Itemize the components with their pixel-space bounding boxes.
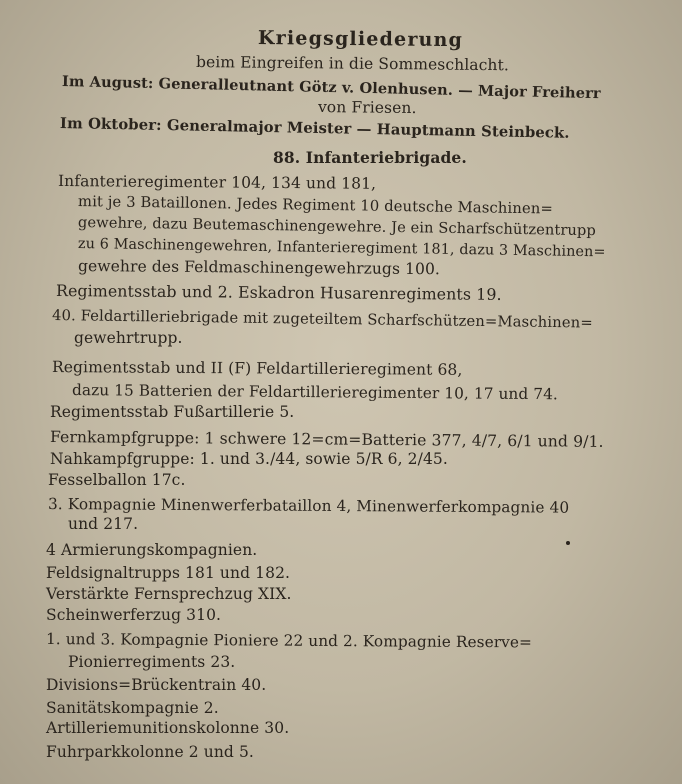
list-item: Regimentsstab Fußartillerie 5. bbox=[50, 403, 295, 421]
list-item: Regimentsstab und II (F) Feldartillerieregiment 68, bbox=[51, 358, 463, 379]
list-item: Scheinwerferzug 310. bbox=[46, 606, 222, 624]
list-item: Fuhrparkkolonne 2 und 5. bbox=[46, 743, 254, 761]
list-item: zu 6 Maschinengewehren, Infanterieregiment 181, dazu 3 Maschinen= bbox=[77, 236, 606, 261]
page-title: Kriegsgliederung bbox=[257, 27, 464, 52]
list-item: Fernkampfgruppe: 1 schwere 12=cm=Batterie 377, 4/7, 6/1 und 9/1. bbox=[49, 428, 604, 451]
ink-speck bbox=[566, 541, 570, 545]
august-line-2: von Friesen. bbox=[317, 98, 417, 118]
list-item: Fesselballon 17c. bbox=[48, 471, 186, 489]
list-item: 1. und 3. Kompagnie Pioniere 22 und 2. Kompagnie Reserve= bbox=[45, 630, 533, 652]
list-item: Infanterieregimenter 104, 134 und 181, bbox=[57, 172, 377, 193]
list-item: gewehre des Feldmaschinengewehrzugs 100. bbox=[77, 257, 441, 279]
list-item: Artilleriemunitionskolonne 30. bbox=[46, 719, 290, 737]
list-item: dazu 15 Batterien der Feldartillerieregimenter 10, 17 und 74. bbox=[71, 381, 558, 404]
list-item: 4 Armierungskompagnien. bbox=[46, 541, 258, 559]
list-item: Verstärkte Fernsprechzug XIX. bbox=[46, 585, 292, 603]
list-item: mit je 3 Bataillonen. Jedes Regiment 10 deutsche Maschinen= bbox=[77, 193, 554, 218]
list-item: Feldsignaltrupps 181 und 182. bbox=[46, 564, 291, 582]
list-item: Regimentsstab und 2. Eskadron Husarenregiments 19. bbox=[55, 281, 502, 304]
brigade-heading: 88. Infanteriebrigade. bbox=[273, 148, 467, 167]
list-item: gewehre, dazu Beutemaschinengewehre. Je ein Scharfschützentrupp bbox=[77, 214, 596, 240]
list-item: Sanitätskompagnie 2. bbox=[46, 699, 219, 717]
list-item: Nahkampfgruppe: 1. und 3./44, sowie 5/R 6, 2/45. bbox=[50, 450, 448, 468]
oktober-line: Im Oktober: Generalmajor Meister — Hauptmann Steinbeck. bbox=[59, 115, 570, 142]
list-item: und 217. bbox=[68, 515, 139, 533]
list-item: Pionierregiments 23. bbox=[68, 653, 236, 671]
list-item: 3. Kompagnie Minenwerferbataillon 4, Minenwerferkompagnie 40 bbox=[47, 495, 570, 517]
august-line-1: Im August: Generalleutnant Götz v. Olenhusen. — Major Freiherr bbox=[61, 73, 601, 103]
list-item: 40. Feldartilleriebrigade mit zugeteiltem Scharfschützen=Maschinen= bbox=[51, 307, 593, 332]
subtitle: beim Eingreifen in die Sommeschlacht. bbox=[195, 53, 509, 75]
list-item: Divisions=Brückentrain 40. bbox=[46, 676, 267, 694]
list-item: gewehrtrupp. bbox=[74, 329, 183, 347]
